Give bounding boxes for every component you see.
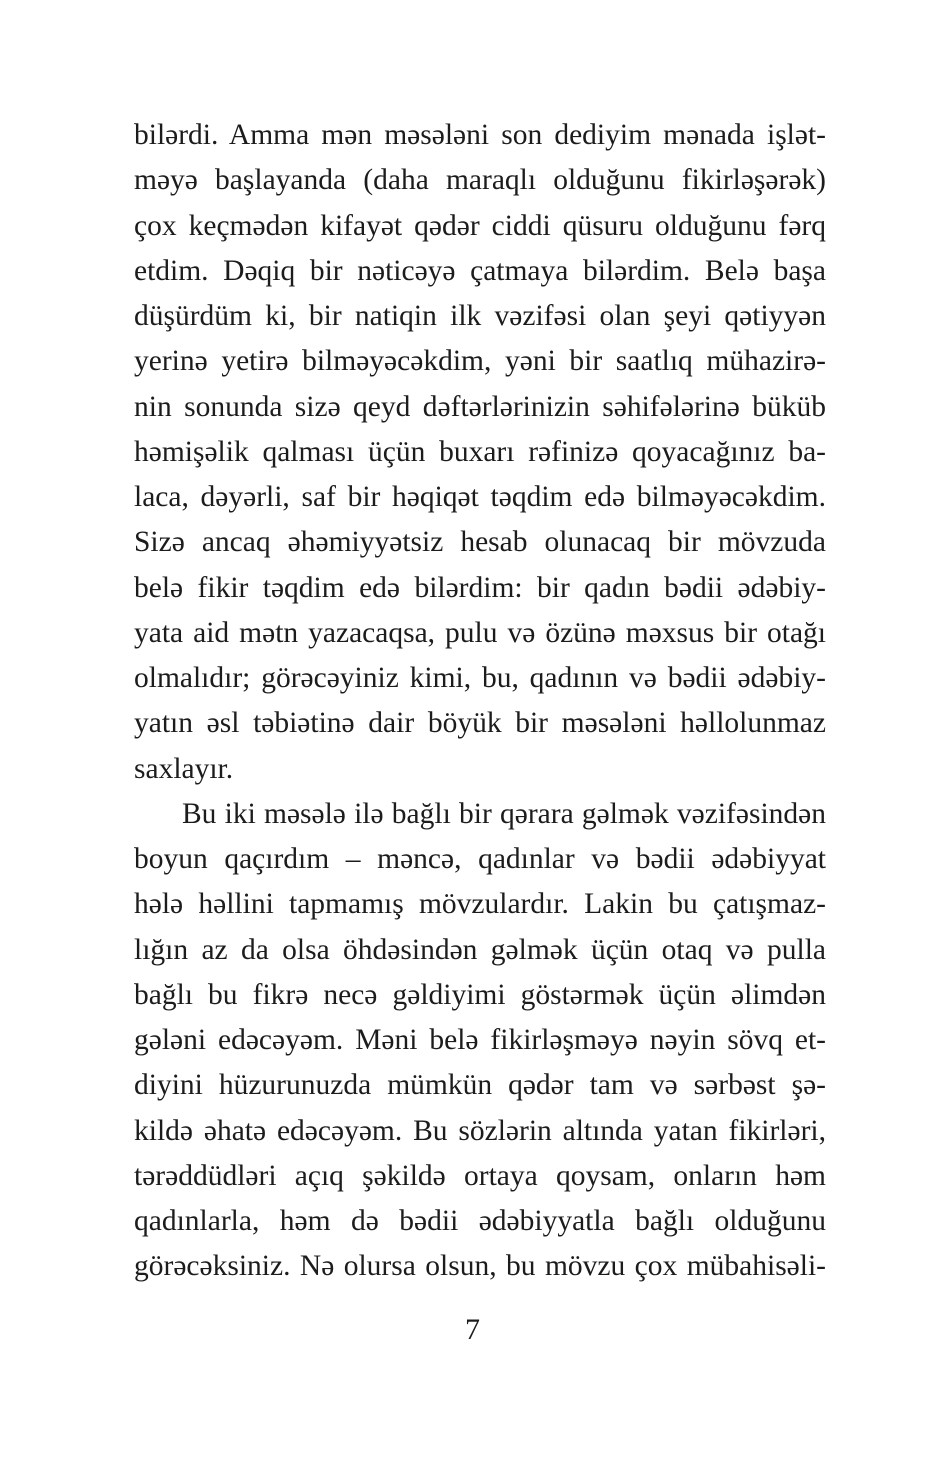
text-line: yerinə yetirə bilməyəcəkdim, yəni bir saatlıq mühazirə- [134,345,826,378]
text-line: tərəddüdləri açıq şəkildə ortaya qoysam, onların həm [134,1159,826,1192]
text-line: qadınlarla, həm də bədii ədəbiyyatla bağlı olduğunu [134,1205,826,1237]
text-line: məyə başlayanda (daha maraqlı olduğunu fikirləşərək) [134,164,826,197]
text-line: gələni edəcəyəm. Məni belə fikirləşməyə nəyin sövq et- [134,1024,826,1056]
text-line: hələ həllini tapmamış mövzulardır. Lakin bu çatışmaz- [134,888,826,921]
text-line: kildə əhatə edəcəyəm. Bu sözlərin altında yatan fikirləri, [134,1114,826,1147]
text-line: bilərdi. Amma mən məsələni son dediyim mənada işlət- [134,119,826,151]
text-line: Bu iki məsələ ilə bağlı bir qərara gəlmək vəzifəsindən [182,797,826,830]
text-line: düşürdüm ki, bir natiqin ilk vəzifəsi olan şeyi qətiyyən [134,300,826,332]
body-text [134,113,826,1290]
text-line: yata aid mətn yazacaqsa, pulu və özünə məxsus bir otağı [134,616,826,649]
text-line: bağlı bu fikrə necə gəldiyimi göstərmək üçün əlimdən [134,978,826,1011]
page-number: 7 [465,1313,480,1346]
text-line: həmişəlik qalması üçün buxarı rəfinizə qoyacağınız ba- [134,435,826,468]
text-line: nin sonunda sizə qeyd dəftərlərinizin səhifələrinə büküb [134,390,826,423]
text-line: etdim. Dəqiq bir nəticəyə çatmaya bilərdim. Belə başa [134,254,826,287]
text-line: belə fikir təqdim edə bilərdim: bir qadın bədii ədəbiy- [134,571,826,604]
text-line: diyini hüzurunuzda mümkün qədər tam və sərbəst şə- [134,1069,826,1102]
text-line: Sizə ancaq əhəmiyyətsiz hesab olunacaq bir mövzuda [134,526,826,559]
text-line: görəcəksiniz. Nə olursa olsun, bu mövzu çox mübahisəli- [134,1250,826,1283]
paragraph-2 [134,792,826,1290]
text-line: lığın az da olsa öhdəsindən gəlmək üçün otaq və pulla [134,933,826,966]
text-line: saxlayır. [134,752,234,785]
paragraph-1 [134,113,826,792]
text-line: laca, dəyərli, saf bir həqiqət təqdim edə bilməyəcəkdim. [134,481,826,513]
text-line: boyun qaçırdım – məncə, qadınlar və bədii ədəbiyyat [134,843,826,875]
text-line: yatın əsl təbiətinə dair böyük bir məsələni həllolunmaz [134,707,826,740]
text-line: çox keçmədən kifayət qədər ciddi qüsuru olduğunu fərq [134,209,826,242]
text-line: olmalıdır; görəcəyiniz kimi, bu, qadının və bədii ədəbiy- [134,662,826,694]
